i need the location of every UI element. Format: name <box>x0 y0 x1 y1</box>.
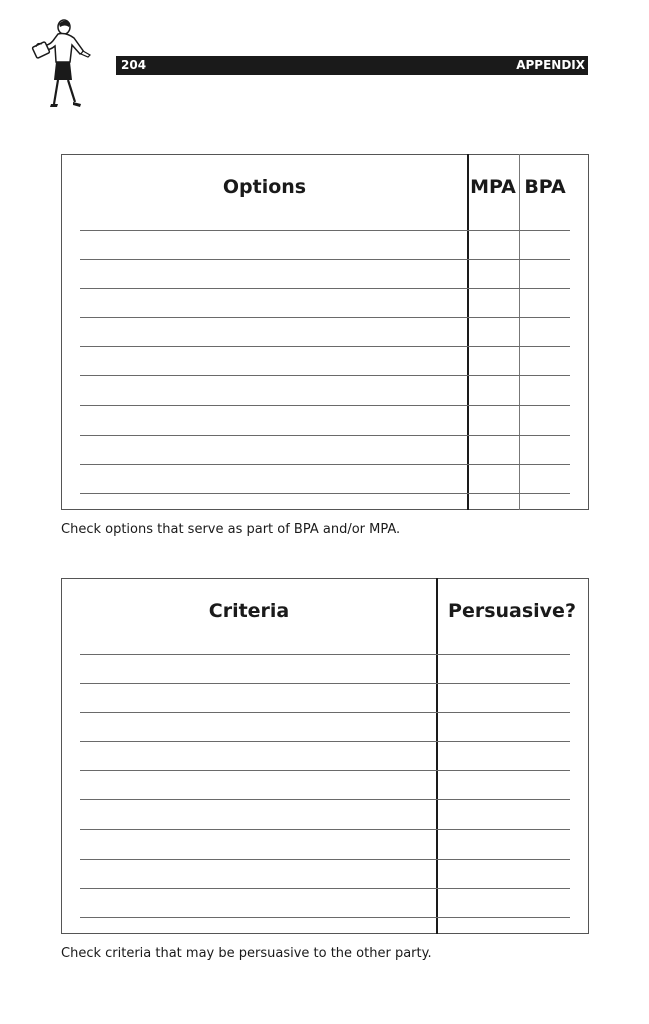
blank-row-line[interactable] <box>80 259 570 260</box>
criteria-worksheet <box>61 578 589 934</box>
persuasive-column-header: Persuasive? <box>448 600 576 622</box>
blank-row-line[interactable] <box>80 435 570 436</box>
mpa-column-divider <box>519 154 520 510</box>
running-header <box>116 56 588 75</box>
blank-row-line[interactable] <box>80 683 570 684</box>
criteria-caption: Check criteria that may be persuasive to the other party. <box>61 946 432 961</box>
blank-row-line[interactable] <box>80 712 570 713</box>
blank-row-line[interactable] <box>80 829 570 830</box>
options-column-divider <box>467 154 469 510</box>
blank-row-line[interactable] <box>80 888 570 889</box>
criteria-column-divider <box>436 578 438 934</box>
options-column-header: Options <box>222 176 307 198</box>
blank-row-line[interactable] <box>80 917 570 918</box>
blank-row-line[interactable] <box>80 464 570 465</box>
blank-row-line[interactable] <box>80 317 570 318</box>
blank-row-line[interactable] <box>80 288 570 289</box>
blank-row-line[interactable] <box>80 741 570 742</box>
mpa-column-header: MPA <box>470 176 516 198</box>
bpa-column-header: BPA <box>524 176 566 198</box>
blank-row-line[interactable] <box>80 230 570 231</box>
criteria-column-header: Criteria <box>208 600 290 622</box>
blank-row-line[interactable] <box>80 405 570 406</box>
blank-row-line[interactable] <box>80 375 570 376</box>
blank-row-line[interactable] <box>80 859 570 860</box>
options-worksheet <box>61 154 589 510</box>
options-caption: Check options that serve as part of BPA and/or MPA. <box>61 522 401 537</box>
businesswoman-illustration <box>28 18 108 110</box>
page-number: 204 <box>121 58 147 72</box>
blank-row-line[interactable] <box>80 346 570 347</box>
blank-row-line[interactable] <box>80 799 570 800</box>
blank-row-line[interactable] <box>80 493 570 494</box>
blank-row-line[interactable] <box>80 770 570 771</box>
section-title: APPENDIX <box>516 58 585 72</box>
blank-row-line[interactable] <box>80 654 570 655</box>
